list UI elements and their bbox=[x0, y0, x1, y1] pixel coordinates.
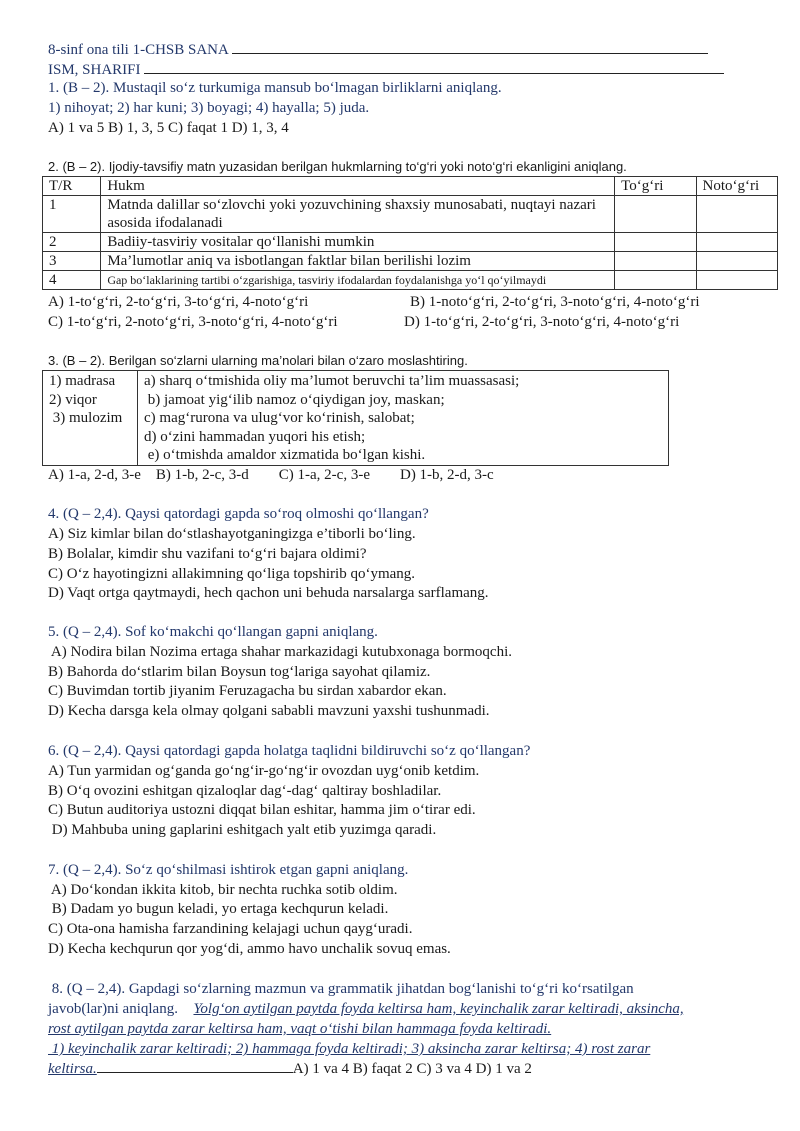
name-blank[interactable] bbox=[144, 59, 724, 74]
table-row bbox=[43, 233, 778, 252]
q3-table bbox=[42, 370, 669, 466]
row-statement: Matnda dalillar so‘zlovchi yoki yozuvchining shaxsiy munosabati, nuqtayi nazari asosida ifodalanadi bbox=[101, 196, 615, 233]
q7-option-a: A) Do‘kondan ikkita kitob, bir nechta ruchka sotib oldim. bbox=[48, 882, 398, 898]
table-row bbox=[43, 271, 778, 290]
q3-words-cell bbox=[43, 371, 138, 466]
q1-answers: A) 1 va 5 B) 1, 3, 5 C) faqat 1 D) 1, 3, 4 bbox=[48, 120, 289, 136]
q6-title: 6. (Q – 2,4). Qaysi qatordagi gapda holatga taqlidni bildiruvchi so‘z qo‘llangan? bbox=[48, 743, 531, 759]
q2-answer-b: B) 1-noto‘g‘ri, 2-to‘g‘ri, 3-noto‘g‘ri, 4-noto‘g‘ri bbox=[410, 294, 700, 310]
q3-meaning: c) mag‘rurona va ulug‘vor ko‘rinish, salobat; bbox=[144, 410, 415, 426]
q5-option-c: C) Buvimdan tortib jiyanim Feruzagacha bu sirdan xabardor ekan. bbox=[48, 683, 447, 699]
q5-option-d: D) Kecha darsga kela olmay qolgani sababli mavzuni yaxshi tushunmadi. bbox=[48, 703, 490, 719]
incorrect-cell[interactable] bbox=[696, 252, 777, 271]
q1-title: 1. (B – 2). Mustaqil so‘z turkumiga mansub bo‘lmagan birliklarni aniqlang. bbox=[48, 80, 502, 96]
q3-answers: A) 1-a, 2-d, 3-e B) 1-b, 2-c, 3-d C) 1-a, 2-c, 3-e D) 1-b, 2-d, 3-c bbox=[48, 467, 494, 483]
q1-items: 1) nihoyat; 2) har kuni; 3) boyagi; 4) hayalla; 5) juda. bbox=[48, 100, 370, 116]
q2-header-correct: To‘g‘ri bbox=[615, 177, 696, 196]
q4-title: 4. (Q – 2,4). Qaysi qatordagi gapda so‘roq olmoshi qo‘llangan? bbox=[48, 506, 429, 522]
q3-meaning: a) sharq o‘tmishida oliy ma’lumot beruvchi ta’lim muassasasi; bbox=[144, 373, 520, 389]
q2-answer-d: D) 1-to‘g‘ri, 2-to‘g‘ri, 3-noto‘g‘ri, 4-noto‘g‘ri bbox=[404, 314, 680, 330]
incorrect-cell[interactable] bbox=[696, 196, 777, 233]
q4-option-d: D) Vaqt ortga qaytmaydi, hech qachon uni behuda narsalarga sarflamang. bbox=[48, 585, 489, 601]
q2-answer-c: C) 1-to‘g‘ri, 2-noto‘g‘ri, 3-noto‘g‘ri, 4-noto‘g‘ri bbox=[48, 314, 338, 330]
row-statement: Ma’lumotlar aniq va isbotlangan faktlar bilan berilishi lozim bbox=[101, 252, 615, 271]
q4-option-a: A) Siz kimlar bilan do‘stlashayotganingizga e’tiborli bo‘ling. bbox=[48, 526, 416, 542]
q8-title-line2 bbox=[48, 999, 684, 1019]
correct-cell[interactable] bbox=[615, 252, 696, 271]
q8-sentence-2: rost aytilgan paytda zarar keltirsa ham, vaqt o‘tishi bilan hammaga foyda keltiradi. bbox=[48, 1021, 552, 1037]
correct-cell[interactable] bbox=[615, 233, 696, 252]
row-number: 2 bbox=[43, 233, 101, 252]
date-blank[interactable] bbox=[232, 39, 708, 54]
q8-title-tail: javob(lar)ni aniqlang. bbox=[48, 1001, 178, 1017]
q8-last-line bbox=[48, 1058, 532, 1079]
q3-row bbox=[43, 371, 669, 466]
q2-answer-a: A) 1-to‘g‘ri, 2-to‘g‘ri, 3-to‘g‘ri, 4-noto‘g‘ri bbox=[48, 294, 309, 310]
q8-sentence-1: Yolg‘on aytilgan paytda foyda keltirsa ham, keyinchalik zarar keltiradi, aksincha, bbox=[193, 1001, 684, 1017]
q8-items-2: keltirsa. bbox=[48, 1061, 97, 1077]
table-row bbox=[43, 252, 778, 271]
incorrect-cell[interactable] bbox=[696, 233, 777, 252]
q7-option-c: C) Ota-ona hamisha farzandining kelajagi uchun qayg‘uradi. bbox=[48, 921, 413, 937]
q3-word: 2) viqor bbox=[49, 391, 97, 408]
q8-answer-blank[interactable] bbox=[97, 1058, 293, 1073]
q2-header-tr: T/R bbox=[43, 177, 101, 196]
header-title: 8-sinf ona tili 1-CHSB SANA bbox=[48, 42, 229, 58]
q2-title: 2. (B – 2). Ijodiy-tavsifiy matn yuzasidan berilgan hukmlarning to‘g‘ri yoki noto‘g‘ri ekanligini aniqlang. bbox=[48, 159, 627, 174]
q8-title-line1: 8. (Q – 2,4). Gapdagi so‘zlarning mazmun va grammatik jihatdan bog‘lanishi to‘g‘ri ko‘rsatilgan bbox=[48, 981, 634, 997]
q2-header-row bbox=[43, 177, 778, 196]
q3-meaning: b) jamoat yig‘ilib namoz o‘qiydigan joy, maskan; bbox=[144, 391, 445, 408]
row-number: 1 bbox=[43, 196, 101, 233]
q6-option-a: A) Tun yarmidan og‘ganda go‘ng‘ir-go‘ng‘ir ovozdan uyg‘onib ketdim. bbox=[48, 763, 480, 779]
q3-meanings-cell bbox=[138, 371, 669, 466]
correct-cell[interactable] bbox=[615, 196, 696, 233]
q8-answers: A) 1 va 4 B) faqat 2 C) 3 va 4 D) 1 va 2 bbox=[292, 1061, 532, 1077]
q2-header-hukm: Hukm bbox=[101, 177, 615, 196]
q7-title: 7. (Q – 2,4). So‘z qo‘shilmasi ishtirok etgan gapni aniqlang. bbox=[48, 862, 409, 878]
q7-option-d: D) Kecha kechqurun qor yog‘di, ammo havo unchalik sovuq emas. bbox=[48, 941, 451, 957]
correct-cell[interactable] bbox=[615, 271, 696, 290]
q5-option-a: A) Nodira bilan Nozima ertaga shahar markazidagi kutubxonaga bormoqchi. bbox=[48, 644, 513, 660]
row-number: 4 bbox=[43, 271, 101, 290]
q2-table bbox=[42, 176, 778, 290]
table-row bbox=[43, 196, 778, 233]
q4-option-b: B) Bolalar, kimdir shu vazifani to‘g‘ri bajara oldimi? bbox=[48, 546, 367, 562]
row-number: 3 bbox=[43, 252, 101, 271]
header-name-label: ISM, SHARIFI bbox=[48, 62, 141, 78]
q8-items-1: 1) keyinchalik zarar keltiradi; 2) hammaga foyda keltiradi; 3) aksincha zarar keltirsa; 4) rost zarar bbox=[48, 1041, 651, 1057]
q6-option-c: C) Butun auditoriya ustozni diqqat bilan eshitar, hamma jim o‘tirar edi. bbox=[48, 802, 476, 818]
header-line-name bbox=[48, 59, 724, 80]
q7-option-b: B) Dadam yo bugun keladi, yo ertaga kechqurun keladi. bbox=[48, 901, 389, 917]
q3-title: 3. (B – 2). Berilgan so‘zlarni ularning ma’nolari bilan o‘zaro moslashtiring. bbox=[48, 353, 468, 368]
q2-header-incorrect: Noto‘g‘ri bbox=[696, 177, 777, 196]
q5-title: 5. (Q – 2,4). Sof ko‘makchi qo‘llangan gapni aniqlang. bbox=[48, 624, 378, 640]
q3-meaning: e) o‘tmishda amaldor xizmatida bo‘lgan kishi. bbox=[144, 447, 426, 463]
row-statement: Gap bo‘laklarining tartibi o‘zgarishiga, tasviriy ifodalardan foydalanishga yo‘l qo‘yilmaydi bbox=[101, 271, 615, 290]
q6-option-b: B) O‘q ovozini eshitgan qizaloqlar dag‘-dag‘ qaltiray boshladilar. bbox=[48, 783, 442, 799]
q3-meaning: d) o‘zini hammadan yuqori his etish; bbox=[144, 428, 366, 445]
header-line-date bbox=[48, 39, 708, 60]
q4-option-c: C) O‘z hayotingizni allakimning qo‘liga topshirib qo‘ymang. bbox=[48, 566, 416, 582]
q6-option-d: D) Mahbuba uning gaplarini eshitgach yalt etib yuzimga qaradi. bbox=[48, 822, 437, 838]
q3-word: 3) mulozim bbox=[49, 410, 123, 426]
q3-word: 1) madrasa bbox=[49, 373, 116, 389]
q5-option-b: B) Bahorda do‘stlarim bilan Boysun tog‘lariga sayohat qilamiz. bbox=[48, 664, 431, 680]
row-statement: Badiiy-tasviriy vositalar qo‘llanishi mumkin bbox=[101, 233, 615, 252]
incorrect-cell[interactable] bbox=[696, 271, 777, 290]
